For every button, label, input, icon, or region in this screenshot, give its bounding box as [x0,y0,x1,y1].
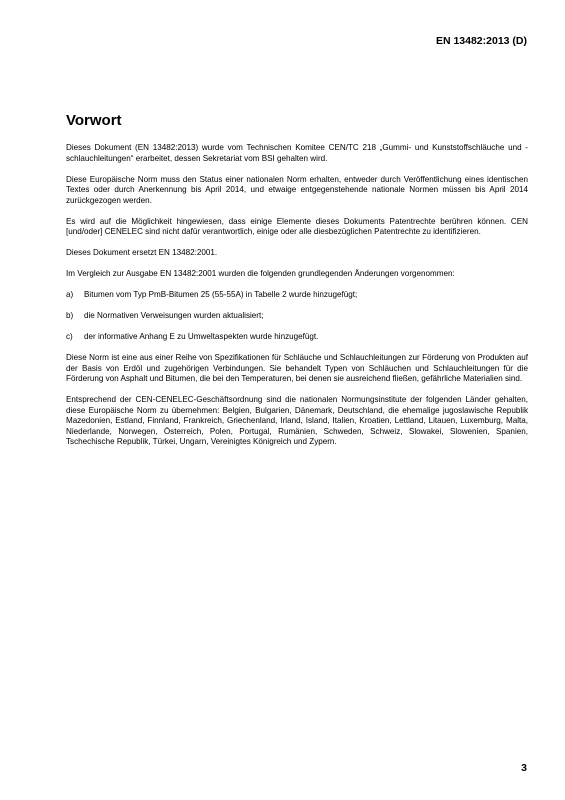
list-item-text: der informative Anhang E zu Umweltaspekten wurde hinzugefügt. [84,332,319,341]
list-item [66,311,528,322]
document-id-header: EN 13482:2013 (D) [435,35,527,47]
list-item [66,290,528,301]
paragraph-changes-intro: Im Vergleich zur Ausgabe EN 13482:2001 wurden die folgenden grundlegenden Änderungen vorgenommen: [66,269,455,278]
changes-list [66,290,528,343]
list-marker: c) [66,332,73,341]
list-item [66,332,528,343]
paragraph-adoption-countries: Entsprechend der CEN-CENELEC-Geschäftsordnung sind die nationalen Normungsinstitute der folgenden Länder gehalten, diese Europäische Norm zu übernehmen: Belgien, Bulgarien, Dänemark, Deutschland, die ehemalige jugoslawische Republik Mazedonien, Estland, Finnland, Frankreich, Griechenland, Irland, Island, Italien, Kroatien, Lettland, Litauen, Luxemburg, Malta, Niederlande, Norwegen, Österreich, Polen, Portugal, Rumänien, Schweden, Schweiz, Slowakei, Slowenien, Spanien, Tschechische Republik, Türkei, Ungarn, Vereinigtes Königreich und Zypern. [66,395,528,446]
paragraph-patents: Es wird auf die Möglichkeit hingewiesen, dass einige Elemente dieses Dokuments Patentrechte berühren können. CEN [und/oder] CENELEC sind nicht dafür verantwortlich, einige oder alle diesbezüglichen Patentrechte zu identifizieren. [66,216,528,236]
section-title: Vorwort [66,112,122,129]
foreword-body [66,143,528,458]
paragraph-committee: Dieses Dokument (EN 13482:2013) wurde vom Technischen Komitee CEN/TC 218 „Gummi- und Kunststoffschläuche und -schlauchleitungen“ erarbeitet, dessen Sekretariat vom BSI gehalten wird. [66,143,528,163]
list-marker: a) [66,290,74,299]
paragraph-scope: Diese Norm ist eine aus einer Reihe von Spezifikationen für Schläuche und Schlauchleitungen zur Förderung von Produkten auf der Basis von Erdöl und zugehörigen Verbindungen. Sie behandelt Typen von Schläuchen und Schlauchleitungen für die Förderung von Asphalt und Bitumen, die bei den Temperaturen, bei denen sie ausreichend fließen, gefährliche Materialien sind. [66,353,528,383]
list-marker: b) [66,311,74,320]
paragraph-status: Diese Europäische Norm muss den Status einer nationalen Norm erhalten, entweder durch Veröffentlichung eines identischen Textes oder durch Anerkennung bis April 2014, und etwaige entgegenstehende nationale Normen müssen bis April 2014 zurückgezogen werden. [66,174,528,205]
list-item-text: Bitumen vom Typ PmB-Bitumen 25 (55-55A) in Tabelle 2 wurde hinzugefügt; [84,290,358,299]
paragraph-replaces: Dieses Dokument ersetzt EN 13482:2001. [66,248,218,257]
page-number: 3 [521,762,527,774]
list-item-text: die Normativen Verweisungen wurden aktualisiert; [84,311,264,320]
